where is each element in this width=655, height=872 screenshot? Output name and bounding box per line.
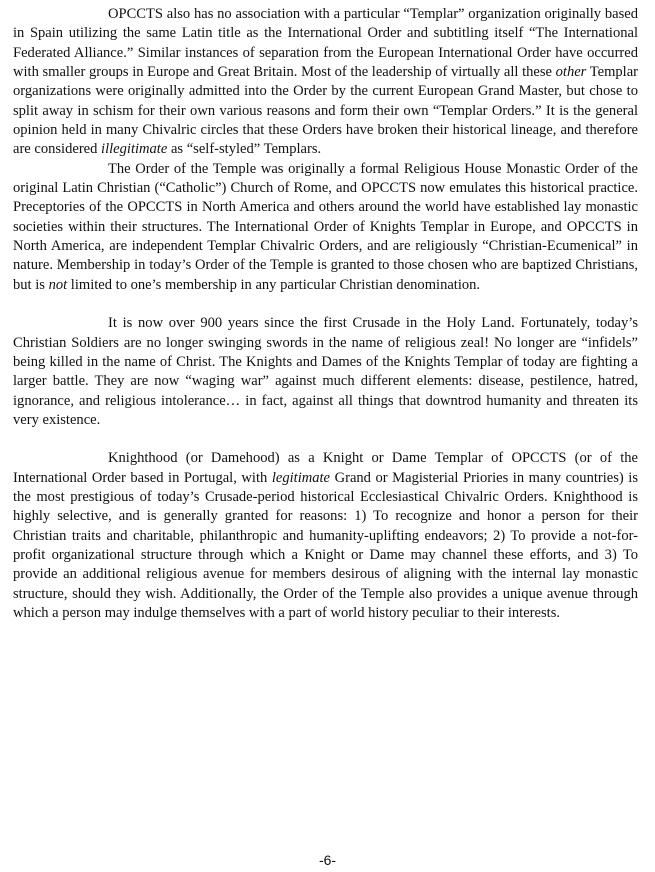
paragraph-4-text: Grand or Magisterial Priories in many countries) is the most prestigious of today’s Crusade-period historical Ecclesiastical Chivalric Orders. Knighthood is highly selective, and is generally granted for reasons: 1) To recognize and honor a person for their Christian traits and charitable, philanthropic and humanity-uplifting endeavors; 2) To provide a not-for-profit organizational structure through which a Knight or Dame may channel these efforts, and 3) To provide an additional religious avenue for members desirous of aligning with the internal lay monastic structure, should they wish. Additionally, the Order of the Temple also provides a unique avenue through which a person may indulge themselves with a part of world history peculiar to their interests. xyxy=(13,469,638,621)
paragraph-4-text: Knighthood (or Damehood) as a Knight or Dame Templar of OPCCTS (or of the International Order based in Portugal, with xyxy=(13,450,638,486)
paragraph-1-text: Templar organizations were originally admitted into the Order by the current European Grand Master, but chose to split away in schism for their own various reasons and form their own “Templar Orders.” It is the general opinion held in many Chivalric circles that these Orders have broken their historical lineage, and therefore are considered xyxy=(13,64,638,158)
paragraph-1-text: OPCCTS also has no association with a particular “Templar” organization originally based in Spain utilizing the same Latin title as the International Order and subtitling itself “The International Federated Alliance.” Similar instances of separation from the European International Order have occurred with smaller groups in Europe and Great Britain. Most of the leadership of virtually all these xyxy=(13,6,638,81)
paragraph-2-emphasis-not: not xyxy=(48,276,68,293)
page-number: -6- xyxy=(318,852,337,868)
paragraph-4-emphasis-legitimate: legitimate xyxy=(271,469,331,486)
paragraph-2-text: The Order of the Temple was originally a formal Religious House Monastic Order of the original Latin Christian (“Catholic”) Church of Rome, and OPCCTS now emulates this historical practice. Preceptories of the OPCCTS in North America and others around the world have established lay monastic societies within their structures. The International Order of Knights Templar in Europe, and OPCCTS in North America, are independent Templar Chivalric Orders, and are religiously “Christian-Ecumenical” in nature. Membership in today’s Order of the Temple is granted to those chosen who are baptized Christians, but is xyxy=(13,160,638,293)
paragraph-3-text: It is now over 900 years since the first Crusade in the Holy Land. Fortunately, today’s Christian Soldiers are no longer swinging swords in the name of religious zeal! No longer are “infidels” being killed in the name of Christ. The Knights and Dames of the Knights Templar of today are fighting a larger battle. They are now “waging war” against much different elements: disease, pestilence, hatred, ignorance, and religious intolerance… in fact, against all things that downtrod humanity and threaten its very existence. xyxy=(13,315,638,428)
document-page xyxy=(13,5,638,623)
paragraph-1-emphasis-illegitimate: illegitimate xyxy=(101,141,168,158)
paragraph-1-emphasis-other: other xyxy=(555,64,587,81)
paragraph-1-text: as “self-styled” Templars. xyxy=(167,141,322,158)
paragraph-3 xyxy=(13,314,638,430)
paragraph-1 xyxy=(13,5,638,160)
paragraph-2-text: limited to one’s membership in any particular Christian denomination. xyxy=(67,276,481,293)
paragraph-4 xyxy=(13,449,638,623)
paragraph-2 xyxy=(13,160,638,295)
